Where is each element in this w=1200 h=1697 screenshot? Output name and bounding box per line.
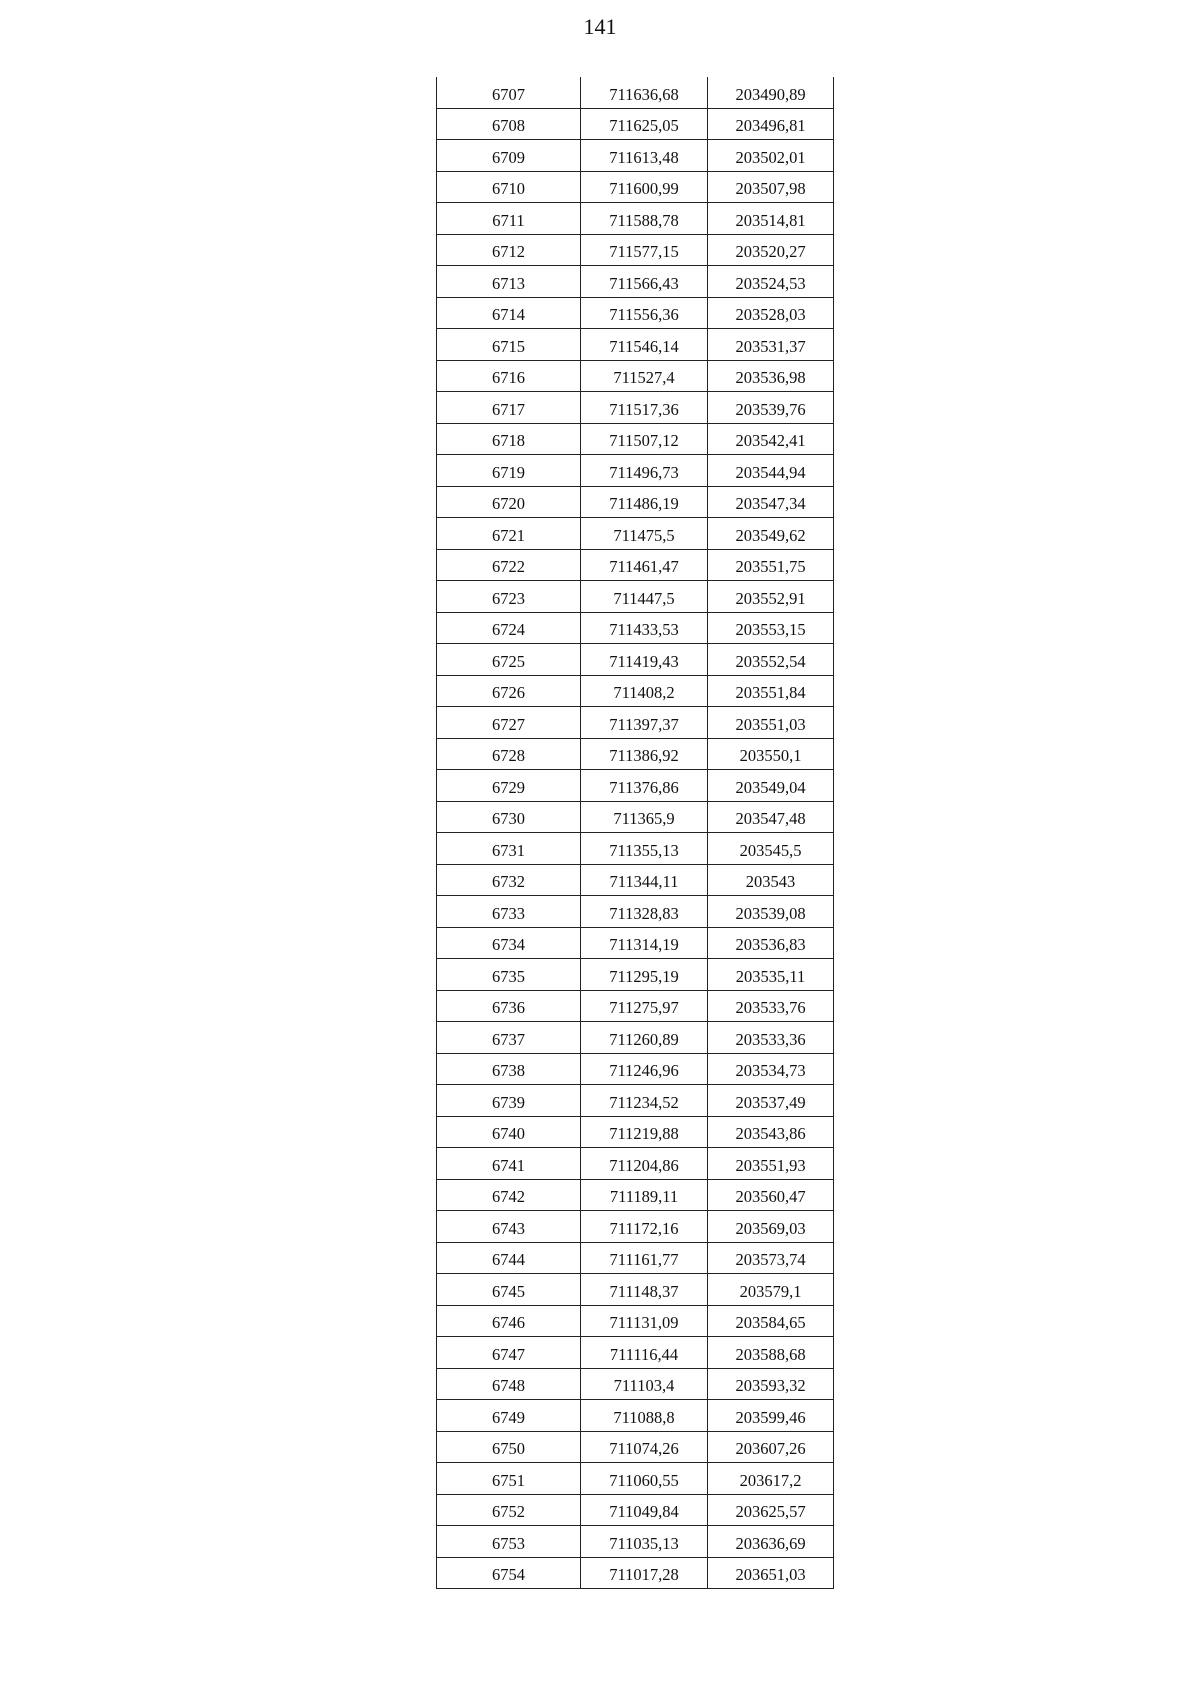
y-coordinate-cell: 203545,5 [708, 833, 834, 865]
table-row [437, 864, 834, 896]
point-number-cell: 6718 [437, 423, 581, 455]
point-number-cell: 6754 [437, 1557, 581, 1589]
table-row [437, 896, 834, 928]
y-coordinate-cell: 203524,53 [708, 266, 834, 298]
point-number-cell: 6733 [437, 896, 581, 928]
y-coordinate-cell: 203547,34 [708, 486, 834, 518]
y-coordinate-cell: 203625,57 [708, 1494, 834, 1526]
x-coordinate-cell: 711035,13 [581, 1526, 708, 1558]
x-coordinate-cell: 711161,77 [581, 1242, 708, 1274]
y-coordinate-cell: 203636,69 [708, 1526, 834, 1558]
table-row [437, 1022, 834, 1054]
y-coordinate-cell: 203551,84 [708, 675, 834, 707]
point-number-cell: 6720 [437, 486, 581, 518]
coordinates-table-container [436, 77, 834, 1589]
table-row [437, 1179, 834, 1211]
y-coordinate-cell: 203543 [708, 864, 834, 896]
x-coordinate-cell: 711116,44 [581, 1337, 708, 1369]
x-coordinate-cell: 711600,99 [581, 171, 708, 203]
point-number-cell: 6746 [437, 1305, 581, 1337]
table-row [437, 581, 834, 613]
x-coordinate-cell: 711625,05 [581, 108, 708, 140]
point-number-cell: 6721 [437, 518, 581, 550]
y-coordinate-cell: 203502,01 [708, 140, 834, 172]
y-coordinate-cell: 203599,46 [708, 1400, 834, 1432]
y-coordinate-cell: 203531,37 [708, 329, 834, 361]
table-row [437, 1557, 834, 1589]
x-coordinate-cell: 711148,37 [581, 1274, 708, 1306]
page-number: 141 [583, 14, 617, 39]
table-row [437, 801, 834, 833]
table-row [437, 1431, 834, 1463]
x-coordinate-cell: 711295,19 [581, 959, 708, 991]
point-number-cell: 6732 [437, 864, 581, 896]
y-coordinate-cell: 203520,27 [708, 234, 834, 266]
table-row [437, 1305, 834, 1337]
table-row [437, 549, 834, 581]
table-row [437, 518, 834, 550]
x-coordinate-cell: 711219,88 [581, 1116, 708, 1148]
x-coordinate-cell: 711556,36 [581, 297, 708, 329]
x-coordinate-cell: 711328,83 [581, 896, 708, 928]
table-row [437, 171, 834, 203]
table-row [437, 423, 834, 455]
table-row [437, 392, 834, 424]
y-coordinate-cell: 203533,36 [708, 1022, 834, 1054]
table-row [437, 1526, 834, 1558]
y-coordinate-cell: 203549,62 [708, 518, 834, 550]
point-number-cell: 6715 [437, 329, 581, 361]
x-coordinate-cell: 711461,47 [581, 549, 708, 581]
table-row [437, 1116, 834, 1148]
point-number-cell: 6707 [437, 77, 581, 108]
point-number-cell: 6731 [437, 833, 581, 865]
y-coordinate-cell: 203533,76 [708, 990, 834, 1022]
point-number-cell: 6737 [437, 1022, 581, 1054]
table-row [437, 927, 834, 959]
x-coordinate-cell: 711419,43 [581, 644, 708, 676]
table-row [437, 455, 834, 487]
point-number-cell: 6713 [437, 266, 581, 298]
table-row [437, 1463, 834, 1495]
point-number-cell: 6722 [437, 549, 581, 581]
y-coordinate-cell: 203573,74 [708, 1242, 834, 1274]
point-number-cell: 6742 [437, 1179, 581, 1211]
x-coordinate-cell: 711088,8 [581, 1400, 708, 1432]
point-number-cell: 6727 [437, 707, 581, 739]
y-coordinate-cell: 203507,98 [708, 171, 834, 203]
point-number-cell: 6719 [437, 455, 581, 487]
table-row [437, 833, 834, 865]
table-row [437, 360, 834, 392]
point-number-cell: 6726 [437, 675, 581, 707]
y-coordinate-cell: 203514,81 [708, 203, 834, 235]
x-coordinate-cell: 711613,48 [581, 140, 708, 172]
x-coordinate-cell: 711275,97 [581, 990, 708, 1022]
x-coordinate-cell: 711204,86 [581, 1148, 708, 1180]
point-number-cell: 6750 [437, 1431, 581, 1463]
y-coordinate-cell: 203544,94 [708, 455, 834, 487]
x-coordinate-cell: 711588,78 [581, 203, 708, 235]
table-row [437, 612, 834, 644]
table-row [437, 770, 834, 802]
table-row [437, 1400, 834, 1432]
x-coordinate-cell: 711577,15 [581, 234, 708, 266]
y-coordinate-cell: 203593,32 [708, 1368, 834, 1400]
point-number-cell: 6752 [437, 1494, 581, 1526]
y-coordinate-cell: 203490,89 [708, 77, 834, 108]
table-row [437, 329, 834, 361]
coordinates-table [436, 77, 834, 1589]
point-number-cell: 6739 [437, 1085, 581, 1117]
y-coordinate-cell: 203560,47 [708, 1179, 834, 1211]
point-number-cell: 6717 [437, 392, 581, 424]
x-coordinate-cell: 711397,37 [581, 707, 708, 739]
point-number-cell: 6728 [437, 738, 581, 770]
table-row [437, 77, 834, 108]
point-number-cell: 6748 [437, 1368, 581, 1400]
y-coordinate-cell: 203537,49 [708, 1085, 834, 1117]
y-coordinate-cell: 203542,41 [708, 423, 834, 455]
coordinates-table-body [437, 77, 834, 1589]
y-coordinate-cell: 203547,48 [708, 801, 834, 833]
point-number-cell: 6735 [437, 959, 581, 991]
x-coordinate-cell: 711314,19 [581, 927, 708, 959]
point-number-cell: 6709 [437, 140, 581, 172]
x-coordinate-cell: 711365,9 [581, 801, 708, 833]
point-number-cell: 6729 [437, 770, 581, 802]
x-coordinate-cell: 711447,5 [581, 581, 708, 613]
x-coordinate-cell: 711355,13 [581, 833, 708, 865]
table-row [437, 140, 834, 172]
y-coordinate-cell: 203584,65 [708, 1305, 834, 1337]
x-coordinate-cell: 711386,92 [581, 738, 708, 770]
table-row [437, 1211, 834, 1243]
table-row [437, 1494, 834, 1526]
table-row [437, 234, 834, 266]
y-coordinate-cell: 203550,1 [708, 738, 834, 770]
point-number-cell: 6708 [437, 108, 581, 140]
y-coordinate-cell: 203536,98 [708, 360, 834, 392]
y-coordinate-cell: 203651,03 [708, 1557, 834, 1589]
point-number-cell: 6725 [437, 644, 581, 676]
table-row [437, 738, 834, 770]
y-coordinate-cell: 203539,76 [708, 392, 834, 424]
point-number-cell: 6747 [437, 1337, 581, 1369]
x-coordinate-cell: 711517,36 [581, 392, 708, 424]
y-coordinate-cell: 203536,83 [708, 927, 834, 959]
table-row [437, 707, 834, 739]
x-coordinate-cell: 711103,4 [581, 1368, 708, 1400]
table-row [437, 1337, 834, 1369]
y-coordinate-cell: 203569,03 [708, 1211, 834, 1243]
x-coordinate-cell: 711017,28 [581, 1557, 708, 1589]
x-coordinate-cell: 711507,12 [581, 423, 708, 455]
point-number-cell: 6711 [437, 203, 581, 235]
x-coordinate-cell: 711060,55 [581, 1463, 708, 1495]
x-coordinate-cell: 711636,68 [581, 77, 708, 108]
table-row [437, 297, 834, 329]
table-row [437, 1368, 834, 1400]
table-row [437, 486, 834, 518]
x-coordinate-cell: 711475,5 [581, 518, 708, 550]
point-number-cell: 6724 [437, 612, 581, 644]
y-coordinate-cell: 203579,1 [708, 1274, 834, 1306]
x-coordinate-cell: 711189,11 [581, 1179, 708, 1211]
y-coordinate-cell: 203617,2 [708, 1463, 834, 1495]
point-number-cell: 6723 [437, 581, 581, 613]
x-coordinate-cell: 711344,11 [581, 864, 708, 896]
table-row [437, 1053, 834, 1085]
point-number-cell: 6749 [437, 1400, 581, 1432]
x-coordinate-cell: 711131,09 [581, 1305, 708, 1337]
table-row [437, 959, 834, 991]
y-coordinate-cell: 203552,54 [708, 644, 834, 676]
table-row [437, 1085, 834, 1117]
y-coordinate-cell: 203553,15 [708, 612, 834, 644]
point-number-cell: 6734 [437, 927, 581, 959]
point-number-cell: 6712 [437, 234, 581, 266]
y-coordinate-cell: 203551,03 [708, 707, 834, 739]
x-coordinate-cell: 711546,14 [581, 329, 708, 361]
point-number-cell: 6710 [437, 171, 581, 203]
y-coordinate-cell: 203535,11 [708, 959, 834, 991]
x-coordinate-cell: 711049,84 [581, 1494, 708, 1526]
y-coordinate-cell: 203551,93 [708, 1148, 834, 1180]
y-coordinate-cell: 203551,75 [708, 549, 834, 581]
x-coordinate-cell: 711246,96 [581, 1053, 708, 1085]
table-row [437, 266, 834, 298]
x-coordinate-cell: 711172,16 [581, 1211, 708, 1243]
y-coordinate-cell: 203552,91 [708, 581, 834, 613]
point-number-cell: 6743 [437, 1211, 581, 1243]
table-row [437, 1148, 834, 1180]
table-row [437, 108, 834, 140]
table-row [437, 1274, 834, 1306]
y-coordinate-cell: 203496,81 [708, 108, 834, 140]
y-coordinate-cell: 203543,86 [708, 1116, 834, 1148]
x-coordinate-cell: 711496,73 [581, 455, 708, 487]
x-coordinate-cell: 711260,89 [581, 1022, 708, 1054]
y-coordinate-cell: 203549,04 [708, 770, 834, 802]
point-number-cell: 6714 [437, 297, 581, 329]
table-row [437, 990, 834, 1022]
y-coordinate-cell: 203534,73 [708, 1053, 834, 1085]
x-coordinate-cell: 711566,43 [581, 266, 708, 298]
table-row [437, 203, 834, 235]
y-coordinate-cell: 203588,68 [708, 1337, 834, 1369]
x-coordinate-cell: 711074,26 [581, 1431, 708, 1463]
x-coordinate-cell: 711376,86 [581, 770, 708, 802]
point-number-cell: 6753 [437, 1526, 581, 1558]
point-number-cell: 6740 [437, 1116, 581, 1148]
point-number-cell: 6751 [437, 1463, 581, 1495]
x-coordinate-cell: 711527,4 [581, 360, 708, 392]
point-number-cell: 6745 [437, 1274, 581, 1306]
point-number-cell: 6736 [437, 990, 581, 1022]
table-row [437, 644, 834, 676]
point-number-cell: 6744 [437, 1242, 581, 1274]
table-row [437, 675, 834, 707]
x-coordinate-cell: 711433,53 [581, 612, 708, 644]
y-coordinate-cell: 203607,26 [708, 1431, 834, 1463]
point-number-cell: 6716 [437, 360, 581, 392]
point-number-cell: 6741 [437, 1148, 581, 1180]
table-row [437, 1242, 834, 1274]
x-coordinate-cell: 711486,19 [581, 486, 708, 518]
x-coordinate-cell: 711408,2 [581, 675, 708, 707]
point-number-cell: 6730 [437, 801, 581, 833]
y-coordinate-cell: 203528,03 [708, 297, 834, 329]
point-number-cell: 6738 [437, 1053, 581, 1085]
x-coordinate-cell: 711234,52 [581, 1085, 708, 1117]
y-coordinate-cell: 203539,08 [708, 896, 834, 928]
